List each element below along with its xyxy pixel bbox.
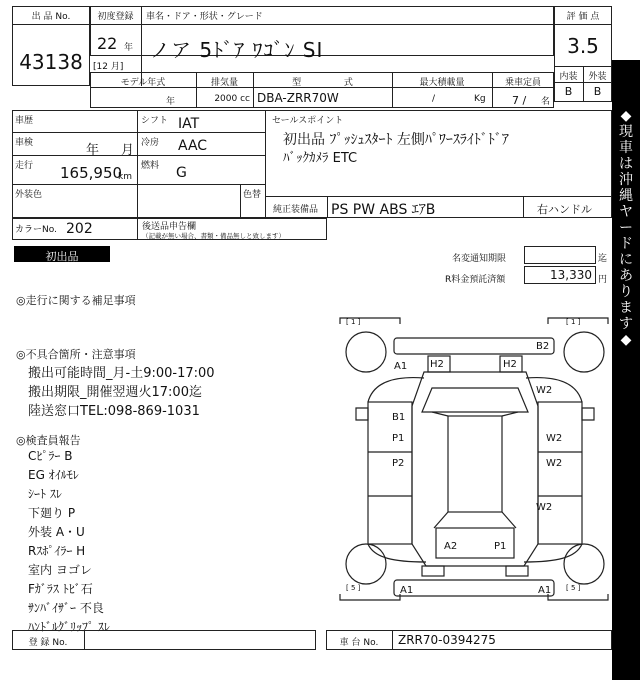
inspector-title: ◎検査員報告 bbox=[16, 434, 81, 447]
type-label: 型 式 bbox=[292, 78, 353, 88]
registration-year-unit: 年 bbox=[124, 43, 134, 53]
exterior-label: 外装 bbox=[588, 72, 607, 82]
car-name: ノア 5ﾄﾞｱ ﾜｺﾞﾝ SI bbox=[150, 38, 324, 62]
registration-month: [12 月] bbox=[93, 62, 124, 72]
capacity-label: 乗車定員 bbox=[504, 78, 541, 88]
model-year-unit: 年 bbox=[166, 97, 176, 107]
defect-line: 搬出可能時間_月-土9:00-17:00 bbox=[28, 366, 215, 381]
first-registration-label: 初度登録 bbox=[97, 12, 134, 22]
genuine-equipment-label: 純正装備品 bbox=[273, 205, 319, 215]
steering-side: 右ハンドル bbox=[537, 203, 592, 216]
side-notice-char: に bbox=[619, 252, 633, 268]
damage-mark: A1 bbox=[400, 585, 414, 596]
color-change-label: 色替 bbox=[243, 190, 262, 200]
damage-mark: A1 bbox=[538, 585, 552, 596]
score-label: 評 価 点 bbox=[566, 12, 600, 22]
sales-point-line1: 初出品 ﾌﾟｯｼｭｽﾀｰﾄ 左側ﾊﾟﾜｰｽﾗｲﾄﾞﾄﾞｱ bbox=[283, 132, 509, 148]
first-listing-text: 初出品 bbox=[45, 250, 79, 263]
side-notice-char: ヤ bbox=[619, 204, 633, 220]
side-notice-text bbox=[617, 108, 635, 348]
model-type: DBA-ZRR70W bbox=[257, 91, 339, 105]
shift-label: シフト bbox=[141, 116, 169, 126]
ac-label: 冷房 bbox=[141, 138, 160, 148]
inspector-line: ｻﾝﾊﾞｲｻﾞｰ 不良 bbox=[28, 601, 104, 615]
mileage: 165,950 bbox=[60, 164, 123, 182]
model-year-label: モデル年式 bbox=[120, 78, 166, 88]
side-notice-char: り bbox=[619, 284, 633, 300]
inspector-line: Cﾋﾟﾗｰ B bbox=[28, 449, 73, 463]
side-notice-char: す bbox=[619, 316, 633, 332]
damage-mark: P2 bbox=[392, 458, 405, 469]
shift: IAT bbox=[178, 116, 200, 132]
chassis-number-label: 車 台 No. bbox=[339, 638, 379, 648]
corner-label-front-left: [ 1 ] bbox=[346, 318, 361, 326]
damage-mark: A1 bbox=[394, 361, 408, 372]
side-notice-char: 縄 bbox=[619, 188, 633, 204]
recycle-label: R料金預託済額 bbox=[445, 275, 506, 285]
corner-label-front-right: [ 1 ] bbox=[566, 318, 581, 326]
exterior-color-label: 外装色 bbox=[15, 190, 43, 200]
capacity: 7 / bbox=[512, 94, 527, 107]
damage-mark: B2 bbox=[536, 341, 550, 352]
fuel: G bbox=[176, 165, 187, 181]
inspection-month: 月 bbox=[121, 143, 135, 158]
damage-mark: W2 bbox=[536, 385, 553, 396]
inspection-year: 年 bbox=[86, 143, 100, 158]
damage-mark: A2 bbox=[444, 541, 458, 552]
side-notice-char: ま bbox=[619, 300, 633, 316]
corner-label-rear-right: [ 5 ] bbox=[566, 584, 581, 592]
model-label: 車名・ドア・形状・グレード bbox=[146, 12, 263, 22]
damage-mark: P1 bbox=[392, 433, 405, 444]
displacement-label: 排気量 bbox=[210, 78, 238, 88]
inspector-line: ﾊﾝﾄﾞﾙｸﾞﾘｯﾌﾟ ｽﾚ bbox=[28, 620, 110, 634]
lot-number: 43138 bbox=[19, 50, 83, 74]
max-load-separator: / bbox=[432, 94, 436, 104]
inspector-line: 下廻り P bbox=[28, 506, 76, 520]
inspector-line: 外装 A・U bbox=[28, 525, 85, 539]
aftermarket-note: （記載が無い場合、書類・備品無しと致します） bbox=[142, 232, 285, 240]
displacement: 2000 cc bbox=[214, 94, 250, 104]
defect-line: 陸送窓口TEL:098-869-1031 bbox=[28, 404, 200, 419]
aftermarket-label: 後送品申告欄 bbox=[142, 222, 197, 232]
inspector-line: ｼｰﾄ ｽﾚ bbox=[28, 487, 62, 501]
recycle-amount: 13,330 bbox=[550, 268, 592, 282]
overall-score: 3.5 bbox=[567, 34, 599, 58]
inspector-line: Fｶﾞﾗｽ ﾄﾋﾞ石 bbox=[28, 582, 93, 596]
inspector-line: 室内 ヨゴレ bbox=[28, 563, 92, 577]
lot-number-label: 出 品 No. bbox=[31, 12, 71, 22]
damage-mark: H2 bbox=[503, 359, 517, 370]
sales-point-label: セールスポイント bbox=[272, 116, 344, 126]
name-change-box bbox=[524, 246, 596, 264]
side-notice-char: 車 bbox=[619, 140, 633, 156]
damage-mark: W2 bbox=[546, 433, 563, 444]
chassis-number: ZRR70-0394275 bbox=[398, 633, 496, 647]
side-notice-char: ◆ bbox=[620, 108, 632, 124]
side-notice-char: あ bbox=[619, 268, 633, 284]
history-label: 車歴 bbox=[15, 116, 34, 126]
side-notice-char: ◆ bbox=[620, 332, 632, 348]
registration-number-label: 登 録 No. bbox=[28, 638, 68, 648]
damage-mark: P1 bbox=[494, 541, 507, 552]
side-notice-char: 現 bbox=[619, 124, 633, 140]
capacity-unit: 名 bbox=[541, 97, 551, 107]
ac: AAC bbox=[178, 138, 208, 154]
name-change-label: 名変通知期限 bbox=[452, 254, 507, 264]
color-number: 202 bbox=[66, 221, 93, 237]
side-notice-char: 沖 bbox=[619, 172, 633, 188]
damage-mark: W2 bbox=[536, 502, 553, 513]
side-notice-char: ド bbox=[619, 236, 633, 252]
defects-title: ◎不具合箇所・注意事項 bbox=[16, 348, 136, 361]
max-load-unit: Kg bbox=[474, 94, 486, 104]
defect-line: 搬出期限_開催翌週火17:00迄 bbox=[28, 385, 202, 400]
sales-point-line2: ﾊﾞｯｸｶﾒﾗ ETC bbox=[283, 151, 358, 166]
registration-year: 22 bbox=[97, 34, 118, 53]
corner-label-rear-left: [ 5 ] bbox=[346, 584, 361, 592]
name-change-suffix: 迄 bbox=[598, 254, 608, 264]
genuine-equipment: PS PW ABS ｴｱB bbox=[331, 202, 436, 218]
interior-label: 内装 bbox=[559, 72, 578, 82]
damage-mark: B1 bbox=[392, 412, 406, 423]
side-notice-char: ー bbox=[619, 220, 633, 236]
recycle-unit: 円 bbox=[598, 275, 608, 285]
inspector-line: Rｽﾎﾟｲﾗｰ H bbox=[28, 544, 86, 558]
exterior-grade: B bbox=[593, 85, 602, 98]
max-load-label: 最大積載量 bbox=[419, 78, 465, 88]
inspection-label: 車検 bbox=[15, 138, 34, 148]
mileage-label: 走行 bbox=[15, 161, 34, 171]
fuel-label: 燃料 bbox=[141, 161, 160, 171]
side-notice-char: は bbox=[619, 156, 633, 172]
driving-notes-title: ◎走行に関する補足事項 bbox=[16, 294, 136, 307]
mileage-unit: km bbox=[118, 172, 132, 182]
interior-grade: B bbox=[564, 85, 573, 98]
color-number-label: カラーNo. bbox=[15, 225, 57, 235]
vehicle-damage-diagram bbox=[338, 316, 612, 604]
inspector-line: EG ｵｲﾙﾓﾚ bbox=[28, 468, 79, 482]
damage-mark: H2 bbox=[430, 359, 444, 370]
damage-mark: W2 bbox=[546, 458, 563, 469]
